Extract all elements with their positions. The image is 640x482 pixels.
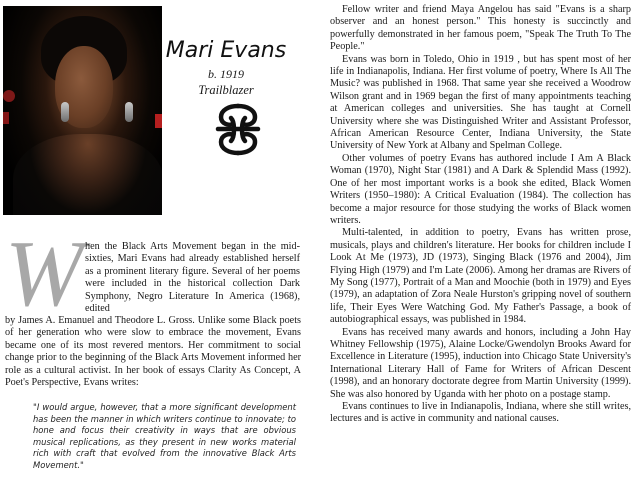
paragraph-biography: Evans was born in Toledo, Ohio in 1919 , but has spent most of her life in Indianapolis, Indiana. Her first volume of poetry, Where Is All The Music? was published in 1968. That same year she received a Woodrow Wilson grant and in 1969 began the first of many appointments teaching at American colleges and universities. She has taught at Cornell University where she was Distinguished Writer and Assistant Professor, African American Resource Center, Indiana University, the State University of New York at Albany and Spelman College.: [330, 53, 631, 152]
paragraph-awards: Evans has received many awards and honors, including a John Hay Whitney Fellowship (1975), Alaine Locke/Gwendolyn Brooks Award for Excellence in Literature (1995), induction into Chicago State University's International Literary Hall of Fame for Writers of African Descent (1998), and an honorary doctorate degree from Martin University (1999). She was also honored by Uganda with her photo on a postage stamp.: [330, 326, 631, 400]
portrait-shoulders: [13, 134, 162, 215]
paragraph-angelou: Fellow writer and friend Maya Angelou has said "Evans is a sharp observer and an honest person." This honesty is succinctly and powerfully demonstrated in her famous poem, "Speak The Truth To The People.": [330, 4, 631, 53]
block-quote: "I would argue, however, that a more significant development has been the manner in which writers continue to innovate; to hone and focus their creativity in ways that are obvious musical replications, as they present in new works material rich with craft that evolved from the innovative Black Arts Movement.": [33, 402, 296, 470]
intro-paragraph-rest: by James A. Emanuel and Theodore L. Gross. Unlike some Black poets of her generation who were slow to embrace the movement, Evans became one of its most revered mentors. Her commitment to social change prior to the beginning of the Black Arts Movement informed her role as a cultural activist. In her book of essays Clarity As Concept, A Poet's Perspective, Evans writes:: [5, 315, 301, 389]
adinkra-symbol-icon: [213, 102, 263, 157]
earring-icon: [125, 102, 133, 122]
birth-year: b. 1919: [208, 67, 244, 81]
drop-cap: [5, 222, 85, 326]
person-name: Mari Evans: [165, 38, 287, 63]
background-red-light: [3, 90, 15, 102]
earring-icon: [61, 102, 69, 122]
drop-cap-letter: W: [5, 222, 84, 326]
paragraph-current: Evans continues to live in Indianapolis, Indiana, where she still writes, lectures and is active in community and national causes.: [330, 401, 631, 425]
paragraph-poetry-volumes: Other volumes of poetry Evans has authored include I Am A Black Woman (1970), Night Star (1981) and A Dark & Splendid Mass (1992). One of her most important works is a book she edited, Black Women Writers (1950–1980): A Critical Evaluation (1984). The collection has become a major resource for those studying the works of Black women writers.: [330, 152, 631, 226]
background-red-light: [3, 112, 9, 124]
background-red-light: [155, 114, 162, 128]
paragraph-other-works: Multi-talented, in addition to poetry, Evans has written prose, musicals, plays and children's literature. Her books for children include I Look At Me (1973), JD (1973), Singing Black (1976 and 2004), Jim Flying High (1979) and I'm Late (2006). Among her dramas are Rivers of My Song (1977), Portrait of a Man and Moochie (both in 1979) and Eyes (1979), an adaptation of Zora Neale Hurston's gripping novel of southern life, Their Eyes Were Watching God. My Father's Passage, a book of autobiographical essays, was published in 1984.: [330, 227, 631, 326]
portrait-photo: [3, 6, 162, 215]
intro-paragraph-lead: hen the Black Arts Movement began in the mid-sixties, Mari Evans had already established herself as a prominent literary figure. Several of her poems were included in the historical collection Dark Symphony, Negro Literature In America (1968), edited: [85, 241, 300, 315]
right-column: [330, 4, 631, 426]
person-role: Trailblazer: [198, 83, 254, 97]
title-block: [162, 38, 290, 98]
